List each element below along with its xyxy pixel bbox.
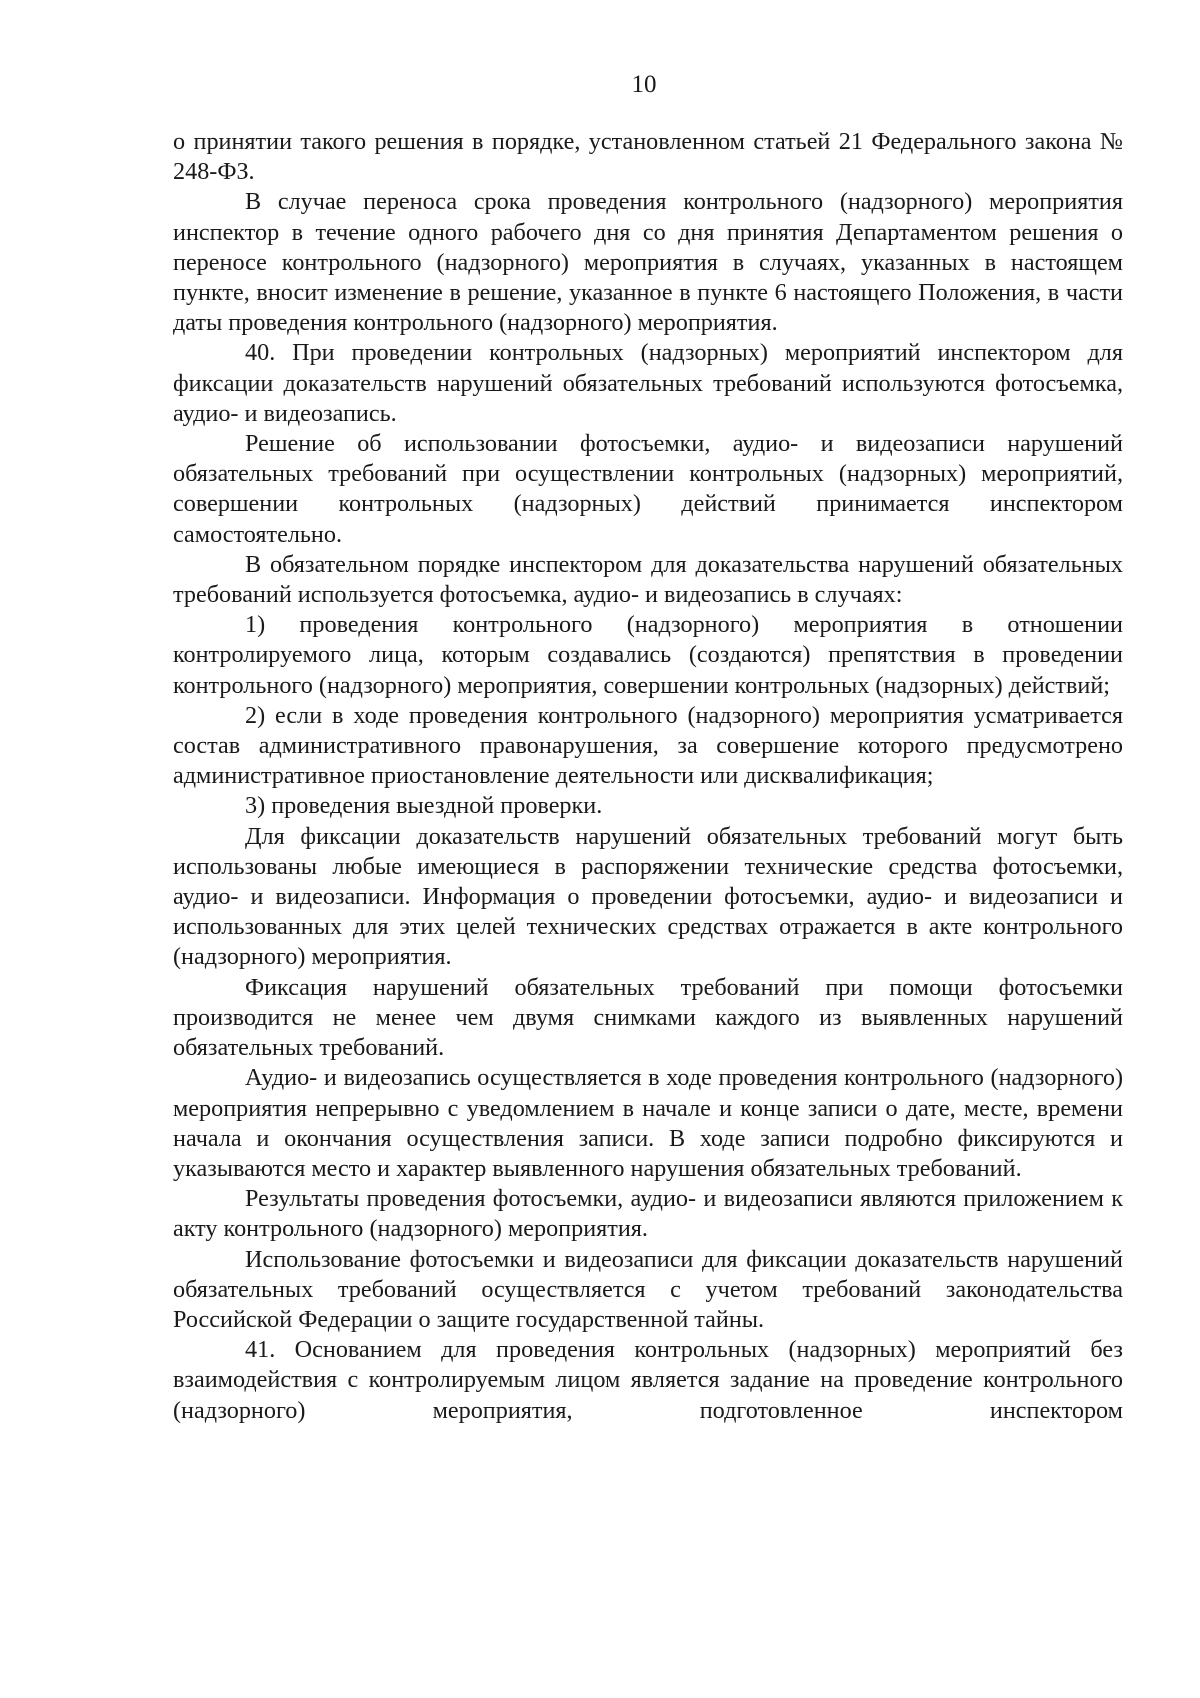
page-number: 10 [631,71,657,98]
paragraph-photo-fixation: Фиксация нарушений обязательных требований при помощи фотосъемки производится не менее чем двумя снимками каждого из выявленных нарушений обязательных требований. [173,973,1123,1062]
paragraph-results-appendix: Результаты проведения фотосъемки, аудио- и видеозаписи являются приложением к акту контрольного (надзорного) мероприятия. [173,1185,1123,1243]
list-item-1: 1) проведения контрольного (надзорного) мероприятия в отношении контролируемого лица, которым создавались (создаются) препятствия в проведении контрольного (надзорного) мероприятия, совершении контрольных (надзорных) действий; [173,611,1123,699]
list-item-2: 2) если в ходе проведения контрольного (надзорного) мероприятия усматривается состав административного правонарушения, за совершение которого предусмотрено административное приостановление деятельности или дисквалификация; [173,701,1123,790]
list-item-3: 3) проведения выездной проверки. [245,792,603,820]
paragraph-state-secret: Использование фотосъемки и видеозаписи для фиксации доказательств нарушений обязательных требований осуществляется с учетом требований законодательства Российской Федерации о защите государственной тайны. [173,1245,1123,1333]
paragraph-continuation: о принятии такого решения в порядке, установленном статьей 21 Федерального закона № 248-ФЗ. [173,128,1123,186]
paragraph-postponement: В случае переноса срока проведения контрольного (надзорного) мероприятия инспектор в течение одного рабочего дня со дня принятия Департаментом решения о переносе контрольного (надзорного) мероприятия в случаях, указанных в настоящем пункте, вносит изменение в решение, указанное в пункте 6 настоящего Положения, в части даты проведения контрольного (надзорного) мероприятия. [173,188,1123,337]
paragraph-recording-decision: Решение об использовании фотосъемки, аудио- и видеозаписи нарушений обязательных требований при осуществлении контрольных (надзорных) мероприятий, совершении контрольных (надзорных) действий принимается инспектором самостоятельно. [173,430,1123,548]
document-body [173,127,1123,1426]
paragraph-audio-video-recording: Аудио- и видеозапись осуществляется в ходе проведения контрольного (надзорного) мероприятия непрерывно с уведомлением в начале и конце записи о дате, месте, времени начала и окончания осуществления записи. В ходе записи подробно фиксируются и указываются место и характер выявленного нарушения обязательных требований. [173,1064,1123,1182]
paragraph-mandatory-recording: В обязательном порядке инспектором для доказательства нарушений обязательных требований используется фотосъемка, аудио- и видеозапись в случаях: [173,550,1123,609]
paragraph-item-40: 40. При проведении контрольных (надзорных) мероприятий инспектором для фиксации доказательств нарушений обязательных требований используются фотосъемка, аудио- и видеозапись. [173,339,1123,427]
paragraph-item-41: 41. Основанием для проведения контрольных (надзорных) мероприятий без взаимодействия с контролируемым лицом является задание на проведение контрольного (надзорного) мероприятия, подготовленное инспектором [173,1336,1123,1424]
paragraph-technical-means: Для фиксации доказательств нарушений обязательных требований могут быть использованы любые имеющиеся в распоряжении технические средства фотосъемки, аудио- и видеозаписи. Информация о проведении фотосъемки, аудио- и видеозаписи и использованных для этих целей технических средствах отражается в акте контрольного (надзорного) мероприятия. [173,822,1123,971]
